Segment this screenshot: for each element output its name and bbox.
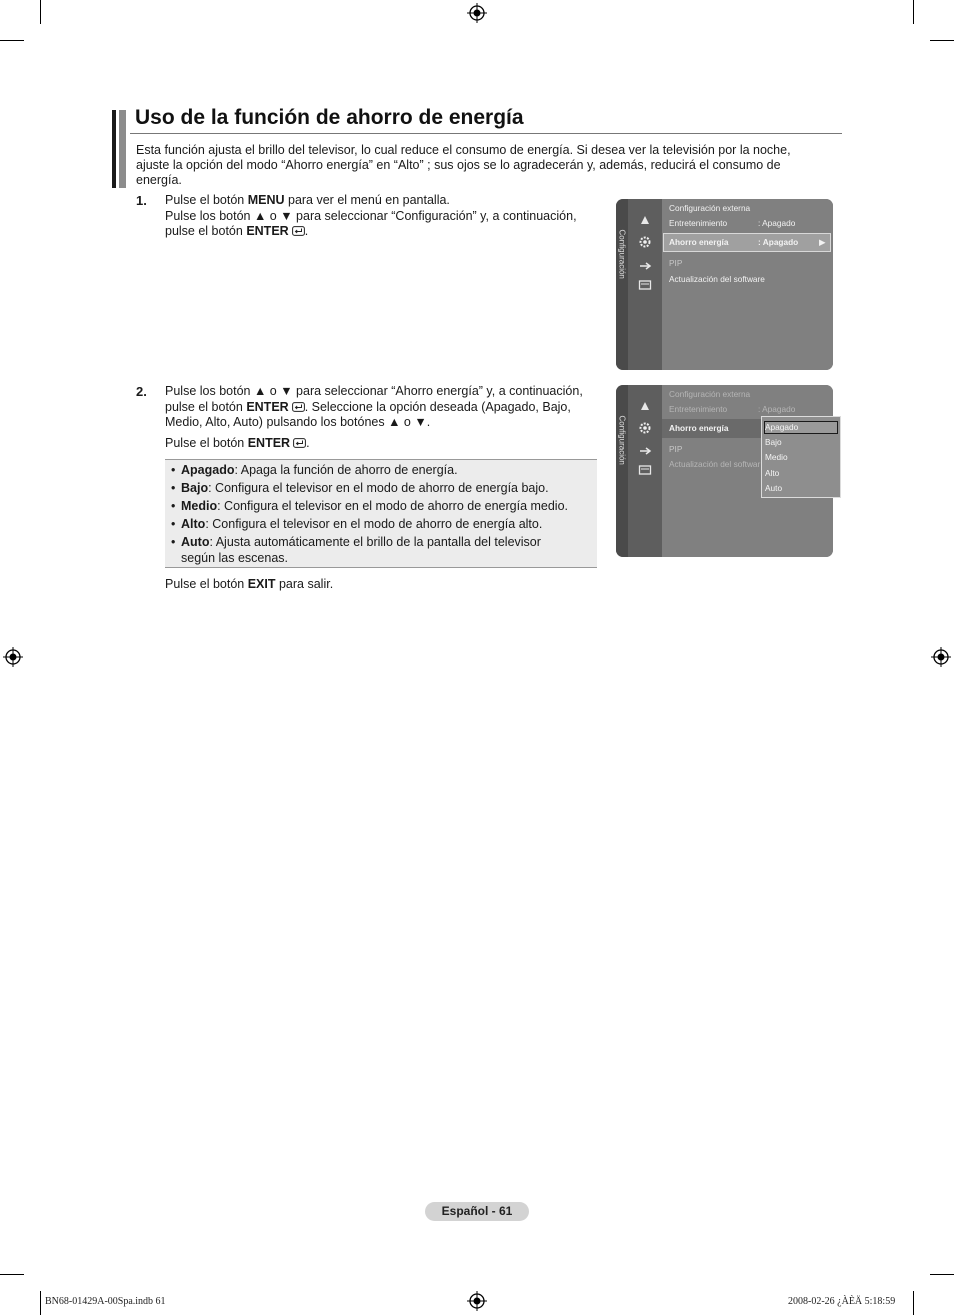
menu-side-label: Configuración bbox=[617, 229, 627, 279]
support-icon bbox=[638, 464, 652, 476]
crop-mark bbox=[930, 1274, 954, 1275]
option-item[interactable]: Medio bbox=[765, 452, 788, 462]
menu-item[interactable]: Configuración externa bbox=[669, 389, 751, 399]
crop-mark bbox=[0, 40, 24, 41]
enter-icon bbox=[292, 402, 305, 412]
crop-mark bbox=[40, 0, 41, 24]
menu-side-strip bbox=[616, 199, 628, 370]
menu-list bbox=[662, 199, 833, 370]
input-icon bbox=[638, 445, 652, 457]
picture-icon bbox=[638, 215, 652, 227]
registration-target-icon bbox=[931, 647, 951, 667]
menu-item[interactable]: PIP bbox=[669, 444, 683, 454]
input-icon bbox=[638, 260, 652, 272]
option-item[interactable]: Auto bbox=[765, 483, 783, 493]
list-item: • Medio: Configura el televisor en el modo de ahorro de energía medio. bbox=[171, 499, 569, 513]
page-title: Uso de la función de ahorro de energía bbox=[135, 106, 524, 129]
menu-item[interactable]: Entretenimiento bbox=[669, 218, 728, 228]
option-item[interactable]: Alto bbox=[765, 468, 780, 478]
print-timestamp: 2008-02-26 ¿ÀÈÄ 5:18:59 bbox=[788, 1296, 896, 1307]
menu-item[interactable]: Actualización del softwar bbox=[669, 459, 761, 469]
enter-icon bbox=[292, 226, 305, 236]
menu-side-label: Configuración bbox=[617, 415, 627, 465]
step-number: 2. bbox=[136, 384, 147, 399]
file-name: BN68-01429A-00Spa.indb 61 bbox=[45, 1296, 166, 1307]
menu-item[interactable]: Configuración externa bbox=[669, 203, 751, 213]
step-number: 1. bbox=[136, 193, 147, 208]
registration-target-icon bbox=[467, 3, 487, 23]
menu-item-value: : Apagado bbox=[758, 218, 796, 228]
menu-item[interactable]: Entretenimiento bbox=[669, 404, 728, 414]
gear-icon bbox=[638, 422, 652, 434]
step-2-text: Pulse los botón ▲ o ▼ para seleccionar “Ahorro energía” y, a continuación, pulse el botón ENTER . Seleccione la opción deseada (Apagado, Bajo, Medio, Alto, Auto) pulsando los botónes ▲ o ▼. Pulse el botón ENTER . bbox=[165, 384, 583, 450]
tv-menu-screenshot bbox=[616, 199, 833, 370]
crop-mark bbox=[913, 0, 914, 24]
intro-paragraph: Esta función ajusta el brillo del televisor, lo cual reduce el consumo de energía. Si desea ver la televisión por la noche, ajuste la opción del modo “Ahorro energía” en “Alto” ; sus ojos se lo agradecerán y, además, reducirá el consumo de energía. bbox=[136, 143, 791, 187]
menu-item[interactable]: PIP bbox=[669, 258, 683, 268]
option-item[interactable]: Bajo bbox=[765, 437, 782, 447]
picture-icon bbox=[638, 401, 652, 413]
enter-icon bbox=[293, 438, 306, 448]
title-accent-bar bbox=[112, 110, 116, 188]
page-number-badge: Español - 61 bbox=[425, 1202, 529, 1221]
list-item: • Auto: Ajusta automáticamente el brillo de la pantalla del televisor según las escenas. bbox=[171, 535, 541, 565]
menu-item[interactable]: Ahorro energía bbox=[669, 237, 729, 247]
list-item: • Alto: Configura el televisor en el modo de ahorro de energía alto. bbox=[171, 517, 543, 531]
crop-mark bbox=[40, 1291, 41, 1315]
support-icon bbox=[638, 279, 652, 291]
title-accent-bar bbox=[119, 110, 126, 188]
step-1-text: Pulse el botón MENU para ver el menú en pantalla. Pulse los botón ▲ o ▼ para seleccionar “Configuración” y, a continuación, pulse el botón ENTER . bbox=[165, 193, 577, 238]
menu-icon-column bbox=[628, 385, 662, 557]
options-box bbox=[165, 459, 597, 568]
exit-instruction: Pulse el botón EXIT para salir. bbox=[165, 577, 334, 591]
menu-icon-column bbox=[628, 199, 662, 370]
list-item: • Bajo: Configura el televisor en el modo de ahorro de energía bajo. bbox=[171, 481, 549, 495]
menu-item[interactable]: Actualización del software bbox=[669, 274, 765, 284]
crop-mark bbox=[913, 1291, 914, 1315]
list-item: • Apagado: Apaga la función de ahorro de energía. bbox=[171, 463, 458, 477]
menu-item-value: : Apagado bbox=[758, 237, 799, 247]
title-divider bbox=[130, 133, 842, 134]
registration-target-icon bbox=[467, 1291, 487, 1311]
gear-icon bbox=[638, 236, 652, 248]
menu-side-strip bbox=[616, 385, 628, 557]
energy-options-popup bbox=[761, 416, 841, 498]
registration-target-icon bbox=[3, 647, 23, 667]
crop-mark bbox=[0, 1274, 24, 1275]
crop-mark bbox=[930, 40, 954, 41]
menu-item-value: : Apagado bbox=[758, 404, 796, 414]
option-item[interactable]: Apagado bbox=[765, 422, 799, 432]
arrow-right-icon: ▶ bbox=[819, 237, 826, 247]
menu-item[interactable]: Ahorro energía bbox=[669, 423, 729, 433]
